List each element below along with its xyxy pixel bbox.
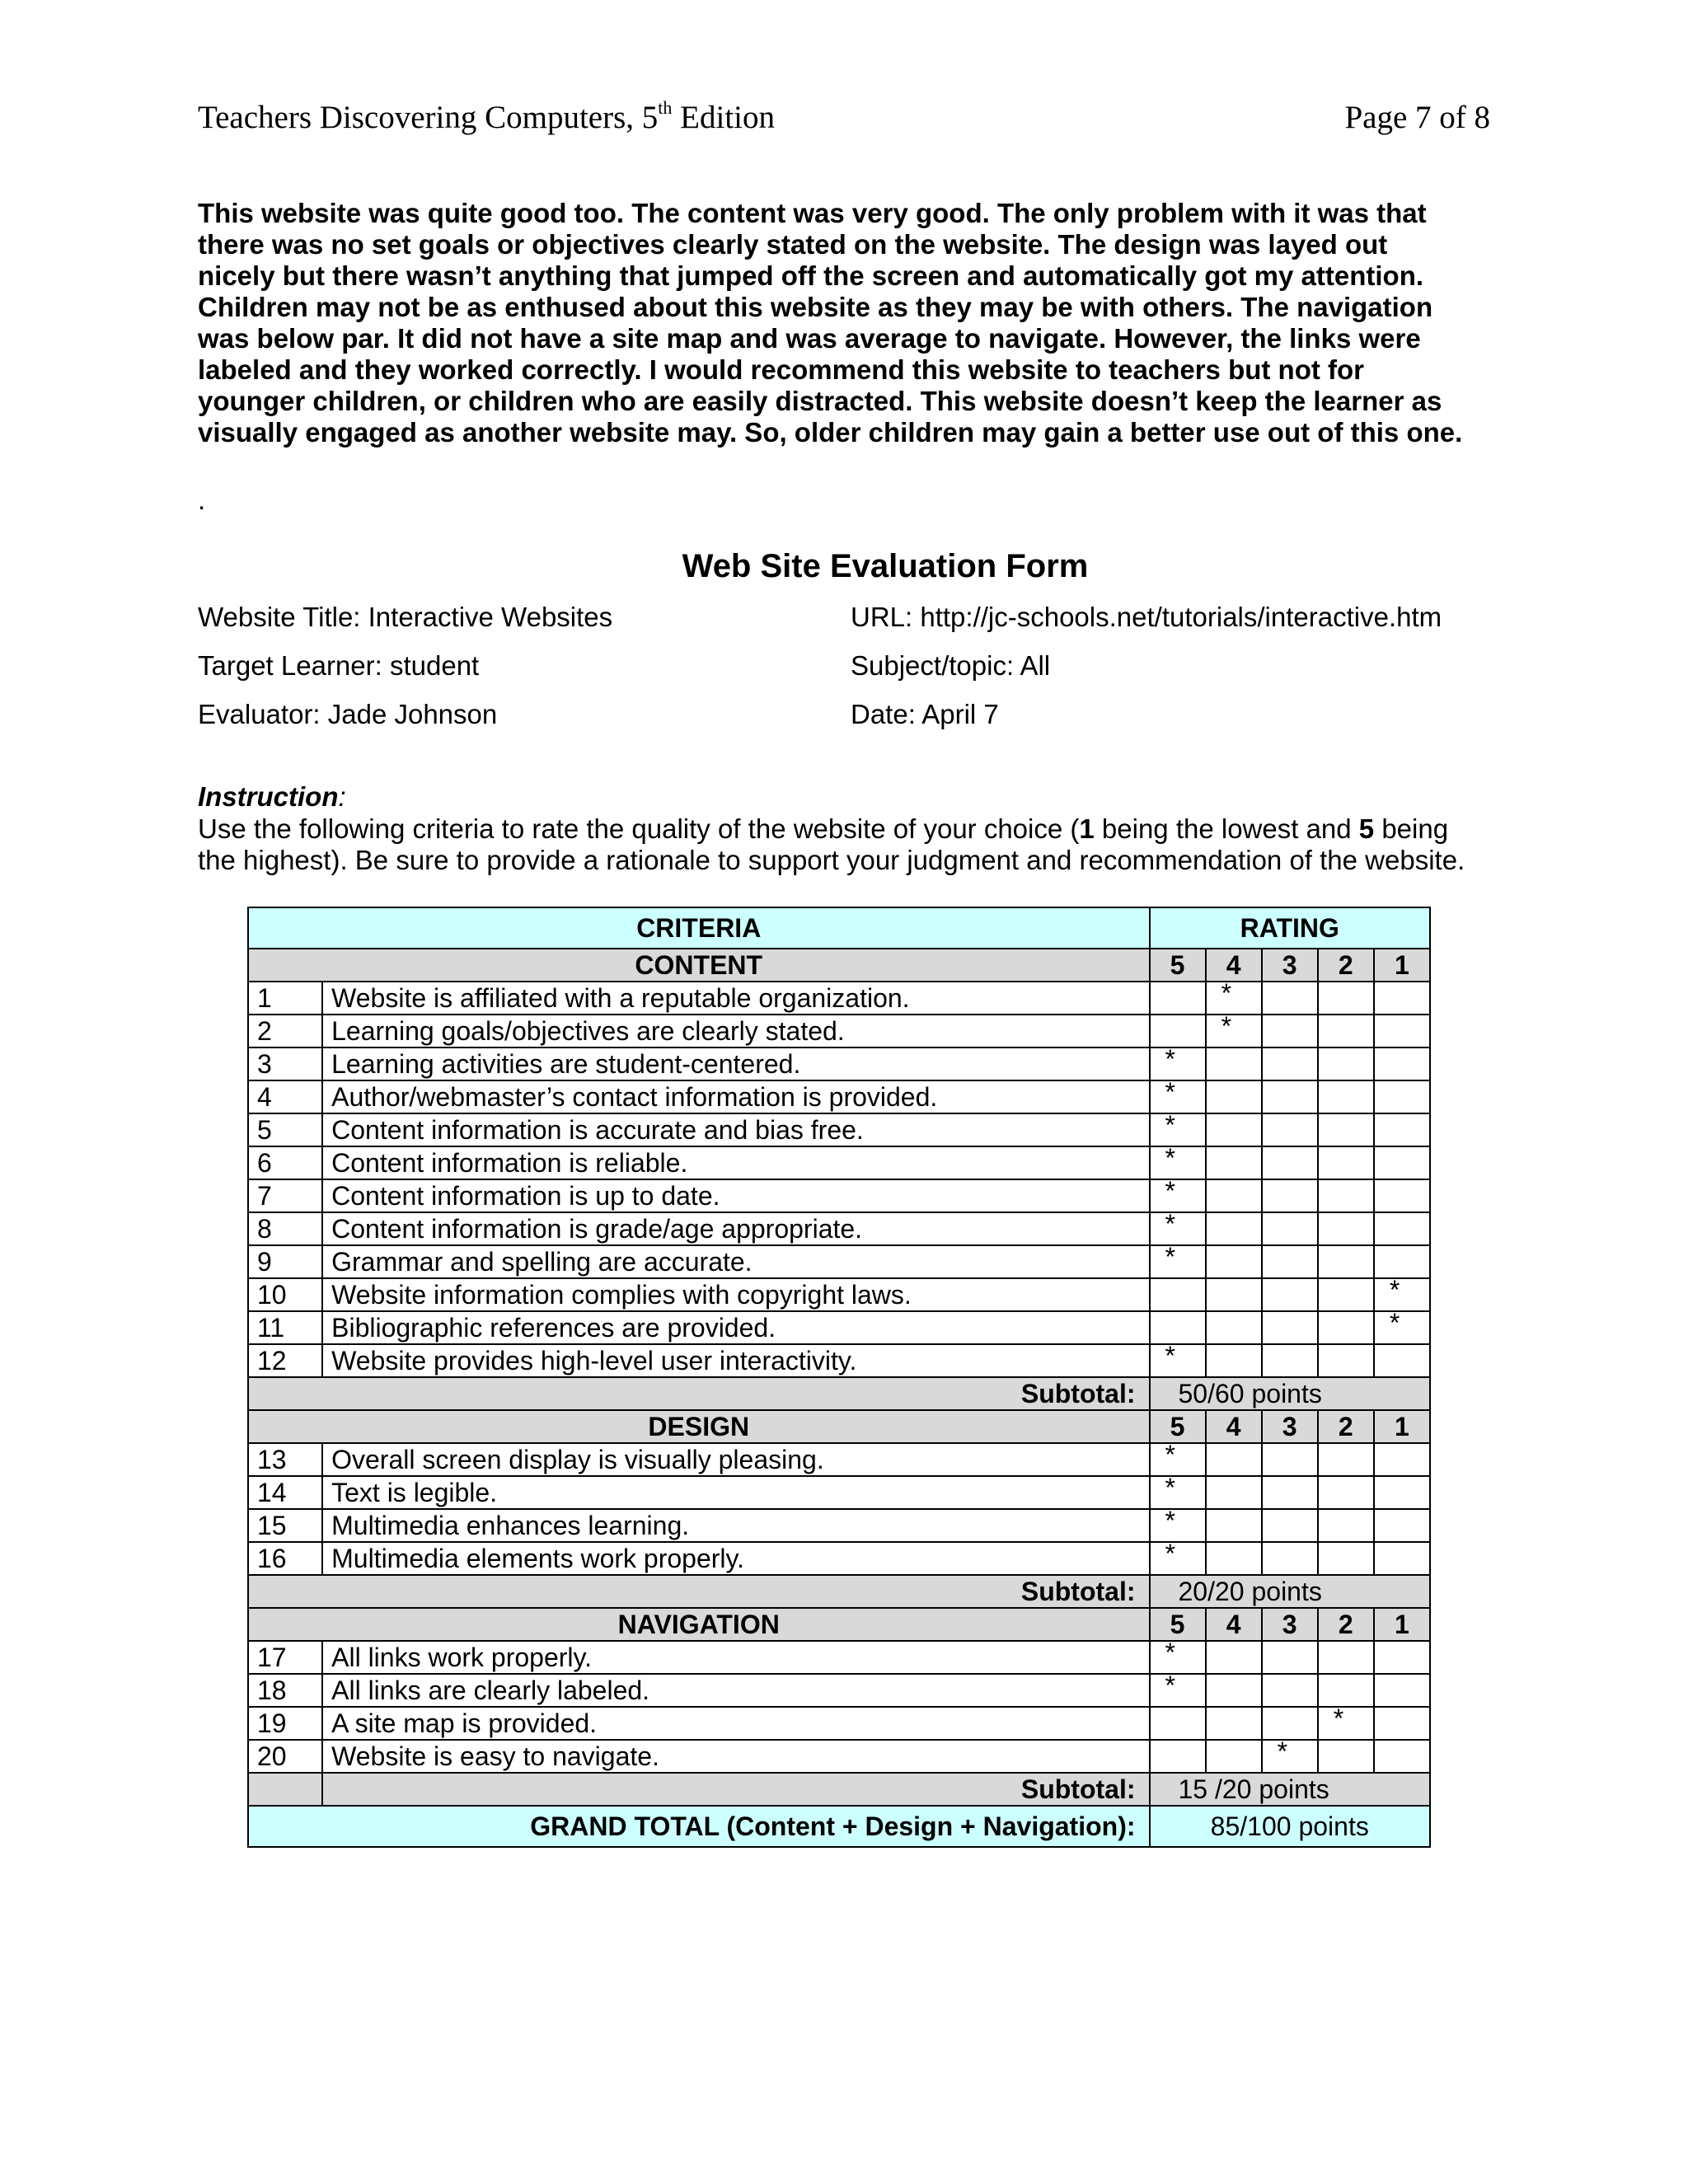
rating-mark: *	[1389, 1278, 1400, 1305]
instruction-line-2: the highest). Be sure to provide a rationale to support your judgment and recommendation of the website.	[198, 845, 1465, 875]
criteria-text: Multimedia elements work properly.	[322, 1542, 1149, 1575]
rating-cell-4	[1206, 1245, 1262, 1278]
rating-cell-2	[1318, 1641, 1374, 1674]
rating-cell-2	[1318, 1443, 1374, 1476]
document-title	[198, 99, 775, 136]
rating-mark: *	[1165, 1113, 1175, 1140]
review-line: This website was quite good too. The content was very good. The only problem with it was that	[198, 198, 1427, 228]
instr-part-e: being	[1374, 813, 1449, 844]
rating-cell-1	[1374, 982, 1430, 1015]
rating-scale-1: 1	[1374, 949, 1430, 982]
subject-field: Subject/topic: All	[851, 650, 1051, 681]
criteria-text: Learning goals/objectives are clearly stated.	[322, 1015, 1149, 1047]
subtotal-label: Subtotal:	[322, 1773, 1149, 1806]
rating-cell-3	[1262, 1674, 1318, 1707]
rating-cell-1	[1374, 1113, 1430, 1146]
criteria-row	[248, 982, 1430, 1015]
rating-cell-1	[1374, 1015, 1430, 1047]
criteria-text: Overall screen display is visually pleasing.	[322, 1443, 1149, 1476]
rating-cell-4	[1206, 1641, 1262, 1674]
criteria-row	[248, 1674, 1430, 1707]
subtotal-blank-cell	[248, 1773, 322, 1806]
criteria-number: 13	[248, 1443, 322, 1476]
title-suffix: Edition	[672, 100, 776, 135]
rating-mark: *	[1221, 982, 1232, 1008]
rating-cell-5	[1150, 1212, 1206, 1245]
rating-cell-2	[1318, 1080, 1374, 1113]
criteria-row	[248, 1443, 1430, 1476]
rating-mark: *	[1165, 1146, 1175, 1173]
rating-cell-3	[1262, 982, 1318, 1015]
rating-cell-2	[1318, 1245, 1374, 1278]
rating-mark: *	[1389, 1311, 1400, 1338]
criteria-number: 18	[248, 1674, 322, 1707]
criteria-number: 3	[248, 1047, 322, 1080]
criteria-text: All links are clearly labeled.	[322, 1674, 1149, 1707]
criteria-number: 2	[248, 1015, 322, 1047]
rating-scale-3: 3	[1262, 949, 1318, 982]
review-line: Children may not be as enthused about this website as they may be with others. The navigation	[198, 292, 1433, 322]
rating-cell-5	[1150, 1113, 1206, 1146]
url-field: URL: http://jc-schools.net/tutorials/interactive.htm	[851, 602, 1442, 632]
subtotal-value: 50/60 points	[1150, 1377, 1431, 1410]
rating-cell-5	[1150, 1146, 1206, 1179]
rating-mark: *	[1165, 1047, 1175, 1074]
rating-cell-4	[1206, 1674, 1262, 1707]
rating-cell-5	[1150, 1707, 1206, 1740]
grand-total-value: 85/100 points	[1150, 1806, 1431, 1847]
criteria-text: Website information complies with copyright laws.	[322, 1278, 1149, 1311]
criteria-text: Website is affiliated with a reputable organization.	[322, 982, 1149, 1015]
rating-cell-4	[1206, 1443, 1262, 1476]
rating-mark: *	[1165, 1179, 1175, 1206]
section-header-navigation	[248, 1608, 1430, 1641]
criteria-row	[248, 1245, 1430, 1278]
rating-cell-3	[1262, 1476, 1318, 1509]
rating-cell-4	[1206, 982, 1262, 1015]
rating-cell-1	[1374, 1542, 1430, 1575]
title-superscript: th	[658, 97, 673, 118]
rating-cell-2	[1318, 1542, 1374, 1575]
rating-cell-2	[1318, 1311, 1374, 1344]
rating-cell-5	[1150, 1179, 1206, 1212]
criteria-text: Learning activities are student-centered.	[322, 1047, 1149, 1080]
rating-cell-5	[1150, 1740, 1206, 1773]
rating-cell-5	[1150, 1015, 1206, 1047]
instruction-text	[198, 813, 1465, 876]
criteria-text: Bibliographic references are provided.	[322, 1311, 1149, 1344]
rating-cell-1	[1374, 1311, 1430, 1344]
rating-scale-4: 4	[1206, 1410, 1262, 1443]
criteria-row	[248, 1015, 1430, 1047]
subtotal-row-content	[248, 1377, 1430, 1410]
rating-cell-3	[1262, 1047, 1318, 1080]
rating-cell-1	[1374, 1740, 1430, 1773]
rating-scale-2: 2	[1318, 1410, 1374, 1443]
rating-cell-3	[1262, 1509, 1318, 1542]
rating-cell-4	[1206, 1212, 1262, 1245]
rating-cell-1	[1374, 1476, 1430, 1509]
rating-cell-1	[1374, 1179, 1430, 1212]
form-title: Web Site Evaluation Form	[682, 548, 1089, 584]
review-line: was below par. It did not have a site map and was average to navigate. However, the links were	[198, 323, 1421, 354]
rating-scale-5: 5	[1150, 1608, 1206, 1641]
subtotal-value: 15 /20 points	[1150, 1773, 1431, 1806]
rating-cell-2	[1318, 1179, 1374, 1212]
criteria-row	[248, 1311, 1430, 1344]
rating-cell-5	[1150, 1311, 1206, 1344]
rating-mark: *	[1165, 1245, 1175, 1272]
subtotal-label: Subtotal:	[248, 1377, 1150, 1410]
rating-scale-1: 1	[1374, 1410, 1430, 1443]
rating-cell-4	[1206, 1344, 1262, 1377]
rating-cell-4	[1206, 1113, 1262, 1146]
criteria-row	[248, 1179, 1430, 1212]
criteria-text: Text is legible.	[322, 1476, 1149, 1509]
rating-mark: *	[1165, 1344, 1175, 1371]
criteria-number: 7	[248, 1179, 322, 1212]
criteria-number: 6	[248, 1146, 322, 1179]
review-line: visually engaged as another website may. So, older children may gain a better use out of this one.	[198, 417, 1463, 448]
instruction-label	[198, 781, 346, 813]
rating-cell-5	[1150, 1509, 1206, 1542]
rating-cell-2	[1318, 1146, 1374, 1179]
criteria-row	[248, 1080, 1430, 1113]
rating-scale-3: 3	[1262, 1410, 1318, 1443]
instr-lowest-value: 1	[1079, 813, 1095, 844]
rating-cell-3	[1262, 1080, 1318, 1113]
rating-cell-3	[1262, 1146, 1318, 1179]
website-title-field: Website Title: Interactive Websites	[198, 602, 613, 632]
criteria-text: Content information is grade/age appropriate.	[322, 1212, 1149, 1245]
criteria-text: Content information is up to date.	[322, 1179, 1149, 1212]
rating-scale-5: 5	[1150, 1410, 1206, 1443]
rating-cell-2	[1318, 1278, 1374, 1311]
rating-cell-4	[1206, 1542, 1262, 1575]
criteria-header: CRITERIA	[248, 907, 1150, 949]
rating-mark: *	[1165, 1542, 1175, 1568]
criteria-number: 8	[248, 1212, 322, 1245]
rating-cell-1	[1374, 1146, 1430, 1179]
rating-cell-1	[1374, 1080, 1430, 1113]
rating-cell-2	[1318, 1344, 1374, 1377]
criteria-number: 9	[248, 1245, 322, 1278]
rating-cell-3	[1262, 1344, 1318, 1377]
table-header-row	[248, 907, 1430, 949]
rating-cell-1	[1374, 1443, 1430, 1476]
criteria-text: Content information is accurate and bias free.	[322, 1113, 1149, 1146]
criteria-text: Content information is reliable.	[322, 1146, 1149, 1179]
rating-cell-1	[1374, 1674, 1430, 1707]
rating-cell-1	[1374, 1245, 1430, 1278]
subtotal-value: 20/20 points	[1150, 1575, 1431, 1608]
criteria-text: Author/webmaster’s contact information is provided.	[322, 1080, 1149, 1113]
criteria-number: 17	[248, 1641, 322, 1674]
rating-cell-5	[1150, 1674, 1206, 1707]
rating-scale-1: 1	[1374, 1608, 1430, 1641]
rating-cell-5	[1150, 982, 1206, 1015]
review-line: younger children, or children who are easily distracted. This website doesn’t keep the learner as	[198, 386, 1442, 416]
rating-cell-5	[1150, 1443, 1206, 1476]
subtotal-row-navigation	[248, 1773, 1430, 1806]
rating-cell-1	[1374, 1707, 1430, 1740]
rating-cell-4	[1206, 1080, 1262, 1113]
rating-cell-2	[1318, 1674, 1374, 1707]
criteria-number: 16	[248, 1542, 322, 1575]
rating-scale-3: 3	[1262, 1608, 1318, 1641]
page-number: Page 7 of 8	[1344, 100, 1490, 135]
criteria-row	[248, 1740, 1430, 1773]
criteria-row	[248, 1641, 1430, 1674]
criteria-text: A site map is provided.	[322, 1707, 1149, 1740]
target-learner-field: Target Learner: student	[198, 650, 480, 681]
rating-cell-1	[1374, 1212, 1430, 1245]
rating-cell-5	[1150, 1245, 1206, 1278]
rating-cell-4	[1206, 1146, 1262, 1179]
rating-cell-4	[1206, 1015, 1262, 1047]
rating-mark: *	[1165, 1443, 1175, 1469]
rating-cell-2	[1318, 1212, 1374, 1245]
criteria-row	[248, 1212, 1430, 1245]
rating-scale-4: 4	[1206, 949, 1262, 982]
rating-cell-2	[1318, 1015, 1374, 1047]
instruction-colon: :	[338, 781, 346, 812]
rating-mark: *	[1165, 1212, 1175, 1239]
criteria-number: 14	[248, 1476, 322, 1509]
review-paragraph	[198, 198, 1492, 448]
criteria-number: 15	[248, 1509, 322, 1542]
rating-mark: *	[1165, 1674, 1175, 1700]
criteria-text: Website provides high-level user interactivity.	[322, 1344, 1149, 1377]
rating-cell-3	[1262, 1212, 1318, 1245]
rating-mark: *	[1221, 1015, 1232, 1041]
criteria-text: Multimedia enhances learning.	[322, 1509, 1149, 1542]
subtotal-label: Subtotal:	[248, 1575, 1150, 1608]
rating-cell-1	[1374, 1509, 1430, 1542]
rating-cell-2	[1318, 1740, 1374, 1773]
criteria-row	[248, 1113, 1430, 1146]
section-title: NAVIGATION	[248, 1608, 1150, 1641]
rating-cell-3	[1262, 1443, 1318, 1476]
rating-cell-5	[1150, 1542, 1206, 1575]
grand-total-label: GRAND TOTAL (Content + Design + Navigation):	[248, 1806, 1150, 1847]
rating-cell-2	[1318, 982, 1374, 1015]
rating-cell-3	[1262, 1641, 1318, 1674]
rating-cell-5	[1150, 1641, 1206, 1674]
criteria-number: 4	[248, 1080, 322, 1113]
rating-cell-5	[1150, 1476, 1206, 1509]
review-line: there was no set goals or objectives clearly stated on the website. The design was layed out	[198, 229, 1388, 260]
instr-highest-value: 5	[1358, 813, 1375, 844]
instruction-line-1	[198, 813, 1465, 845]
rating-cell-4	[1206, 1179, 1262, 1212]
rating-cell-5	[1150, 1047, 1206, 1080]
rating-scale-2: 2	[1318, 1608, 1374, 1641]
criteria-number: 10	[248, 1278, 322, 1311]
rating-cell-3	[1262, 1311, 1318, 1344]
criteria-text: Grammar and spelling are accurate.	[322, 1245, 1149, 1278]
rating-cell-4	[1206, 1476, 1262, 1509]
rating-scale-5: 5	[1150, 949, 1206, 982]
rating-cell-5	[1150, 1278, 1206, 1311]
rating-cell-2	[1318, 1476, 1374, 1509]
section-header-content	[248, 949, 1430, 982]
rating-cell-4	[1206, 1278, 1262, 1311]
instruction-label-text: Instruction	[198, 781, 339, 812]
rating-cell-5	[1150, 1344, 1206, 1377]
subtotal-row-design	[248, 1575, 1430, 1608]
rating-cell-4	[1206, 1740, 1262, 1773]
rating-cell-3	[1262, 1542, 1318, 1575]
rating-scale-2: 2	[1318, 949, 1374, 982]
criteria-number: 11	[248, 1311, 322, 1344]
rating-cell-4	[1206, 1707, 1262, 1740]
instr-part-a: Use the following criteria to rate the quality of the website of your choice (	[198, 813, 1080, 844]
rating-scale-4: 4	[1206, 1608, 1262, 1641]
rating-cell-2	[1318, 1509, 1374, 1542]
rating-cell-4	[1206, 1311, 1262, 1344]
criteria-number: 12	[248, 1344, 322, 1377]
rating-cell-4	[1206, 1509, 1262, 1542]
rating-cell-2	[1318, 1707, 1374, 1740]
rating-cell-1	[1374, 1641, 1430, 1674]
rating-mark: *	[1165, 1641, 1175, 1667]
rating-cell-3	[1262, 1113, 1318, 1146]
criteria-row	[248, 1476, 1430, 1509]
rating-cell-3	[1262, 1015, 1318, 1047]
section-title: DESIGN	[248, 1410, 1150, 1443]
criteria-number: 19	[248, 1707, 322, 1740]
criteria-row	[248, 1047, 1430, 1080]
instr-part-c: being the lowest and	[1094, 813, 1359, 844]
criteria-row	[248, 1707, 1430, 1740]
evaluator-field: Evaluator: Jade Johnson	[198, 699, 498, 729]
criteria-row	[248, 1542, 1430, 1575]
rating-cell-3	[1262, 1245, 1318, 1278]
rating-cell-1	[1374, 1344, 1430, 1377]
criteria-number: 1	[248, 982, 322, 1015]
criteria-row	[248, 1278, 1430, 1311]
criteria-text: All links work properly.	[322, 1641, 1149, 1674]
grand-total-row	[248, 1806, 1430, 1847]
rating-cell-3	[1262, 1179, 1318, 1212]
rating-cell-2	[1318, 1113, 1374, 1146]
criteria-row	[248, 1509, 1430, 1542]
title-prefix: Teachers Discovering Computers, 5	[198, 100, 659, 135]
rating-cell-3	[1262, 1278, 1318, 1311]
rating-cell-2	[1318, 1047, 1374, 1080]
criteria-number: 5	[248, 1113, 322, 1146]
section-title: CONTENT	[248, 949, 1150, 982]
rating-cell-4	[1206, 1047, 1262, 1080]
review-line: nicely but there wasn’t anything that jumped off the screen and automatically got my attention.	[198, 260, 1424, 291]
rating-mark: *	[1277, 1740, 1288, 1766]
rating-cell-3	[1262, 1740, 1318, 1773]
rating-cell-1	[1374, 1047, 1430, 1080]
rating-mark: *	[1165, 1476, 1175, 1502]
evaluation-table	[247, 907, 1431, 1848]
rating-cell-5	[1150, 1080, 1206, 1113]
section-header-design	[248, 1410, 1430, 1443]
criteria-text: Website is easy to navigate.	[322, 1740, 1149, 1773]
rating-cell-1	[1374, 1278, 1430, 1311]
criteria-number: 20	[248, 1740, 322, 1773]
date-field: Date: April 7	[851, 699, 999, 729]
rating-header: RATING	[1150, 907, 1431, 949]
rating-mark: *	[1333, 1707, 1344, 1733]
stray-dot: .	[198, 485, 206, 515]
review-line: labeled and they worked correctly. I would recommend this website to teachers but not for	[198, 354, 1365, 385]
criteria-row	[248, 1146, 1430, 1179]
criteria-row	[248, 1344, 1430, 1377]
rating-cell-3	[1262, 1707, 1318, 1740]
page-header	[198, 92, 1490, 150]
rating-mark: *	[1165, 1080, 1175, 1107]
rating-mark: *	[1165, 1509, 1175, 1535]
